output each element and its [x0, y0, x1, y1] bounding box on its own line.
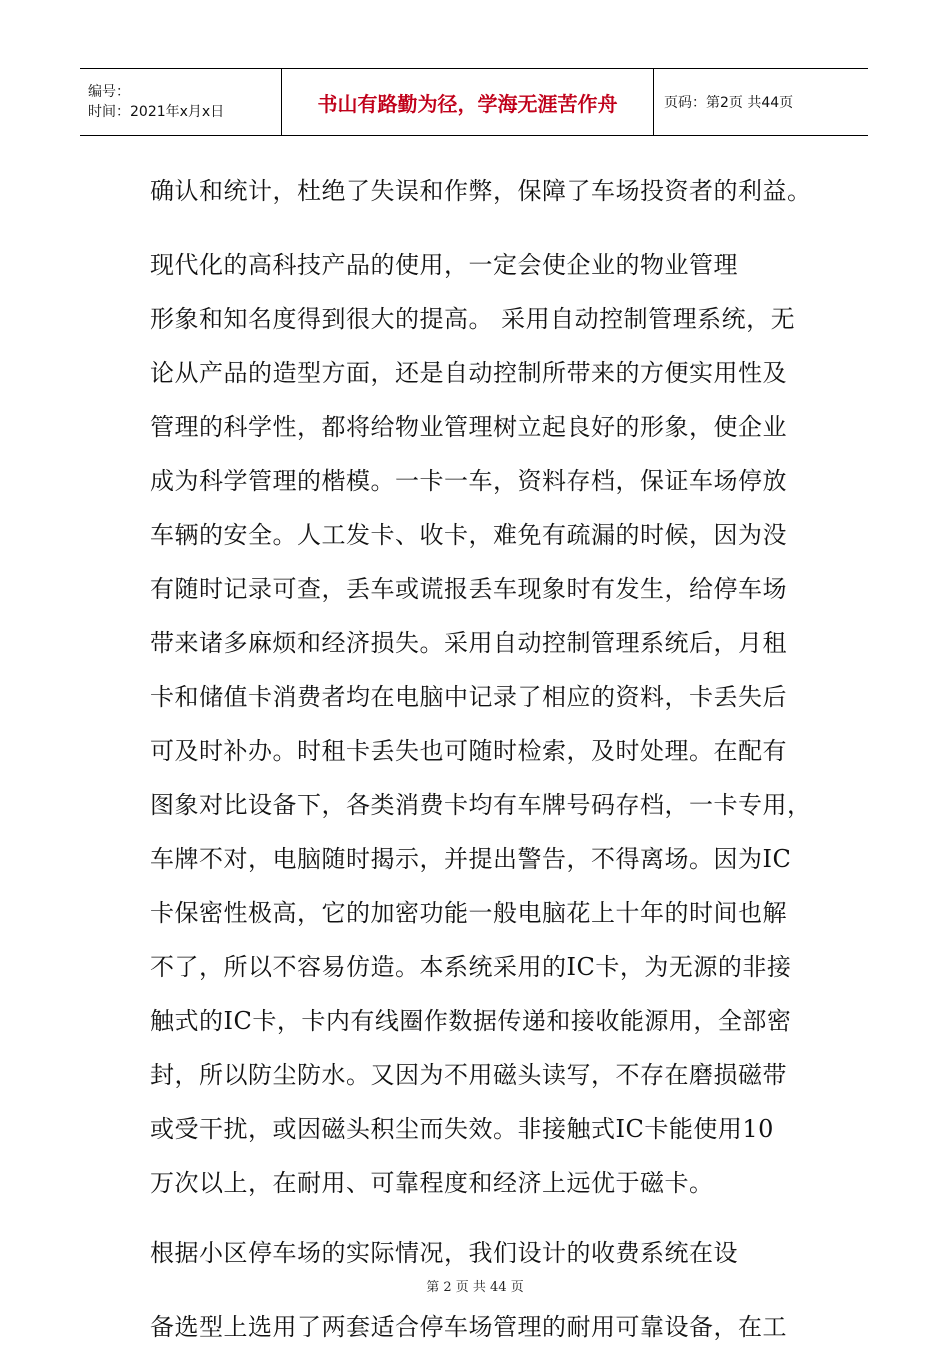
header-meta: [80, 69, 282, 135]
body-line: 万次以上，在耐用、可靠程度和经济上远优于磁卡。: [150, 1169, 714, 1197]
header-page-info: 页码：第2页 共44页: [664, 95, 794, 111]
body-line: 论从产品的造型方面，还是自动控制所带来的方便实用性及: [150, 359, 787, 387]
body-line: 图象对比设备下，各类消费卡均有车牌号码存档，一卡专用，: [150, 791, 812, 819]
body-line: 有随时记录可查，丢车或谎报丢车现象时有发生，给停车场: [150, 575, 787, 603]
body-line: 车牌不对，电脑随时揭示，并提出警告，不得离场。因为IC: [150, 845, 792, 873]
body-line: 管理的科学性，都将给物业管理树立起良好的形象，使企业: [150, 413, 787, 441]
document-body: [150, 164, 830, 1354]
body-line: 根据小区停车场的实际情况，我们设计的收费系统在设: [150, 1239, 738, 1267]
body-line: 可及时补办。时租卡丢失也可随时检索，及时处理。在配有: [150, 737, 787, 765]
document-number-label: 编号：: [88, 84, 130, 100]
page-header: [80, 68, 868, 136]
page-footer: [0, 1276, 950, 1295]
body-line: 封，所以防尘防水。又因为不用磁头读写，不存在磨损磁带: [150, 1061, 787, 1089]
header-motto-cell: [282, 69, 654, 135]
body-line: 带来诸多麻烦和经济损失。采用自动控制管理系统后，月租: [150, 629, 787, 657]
body-line: 确认和统计，杜绝了失误和作弊，保障了车场投资者的利益。: [150, 177, 812, 205]
header-page-cell: [654, 69, 868, 135]
header-motto: 书山有路勤为径，学海无涯苦作舟: [317, 91, 618, 116]
body-line: 卡和储值卡消费者均在电脑中记录了相应的资料，卡丢失后: [150, 683, 787, 711]
body-line: 备选型上选用了两套适合停车场管理的耐用可靠设备，在工: [150, 1313, 787, 1341]
footer-page-number: 第 2 页 共 44 页: [426, 1280, 524, 1295]
body-line: 触式的IC卡，卡内有线圈作数据传递和接收能源用，全部密: [150, 1007, 792, 1035]
body-line: 不了，所以不容易仿造。本系统采用的IC卡，为无源的非接: [150, 953, 792, 981]
body-line: 或受干扰，或因磁头积尘而失效。非接触式IC卡能使用10: [150, 1115, 774, 1143]
document-date: 时间：2021年x月x日: [88, 104, 225, 120]
body-line: 现代化的高科技产品的使用，一定会使企业的物业管理: [150, 251, 738, 279]
body-line: 车辆的安全。人工发卡、收卡，难免有疏漏的时候，因为没: [150, 521, 787, 549]
body-line: 成为科学管理的楷模。一卡一车，资料存档，保证车场停放: [150, 467, 787, 495]
body-line: 形象和知名度得到很大的提高。 采用自动控制管理系统，无: [150, 305, 796, 333]
body-line: 卡保密性极高，它的加密功能一般电脑花上十年的时间也解: [150, 899, 787, 927]
